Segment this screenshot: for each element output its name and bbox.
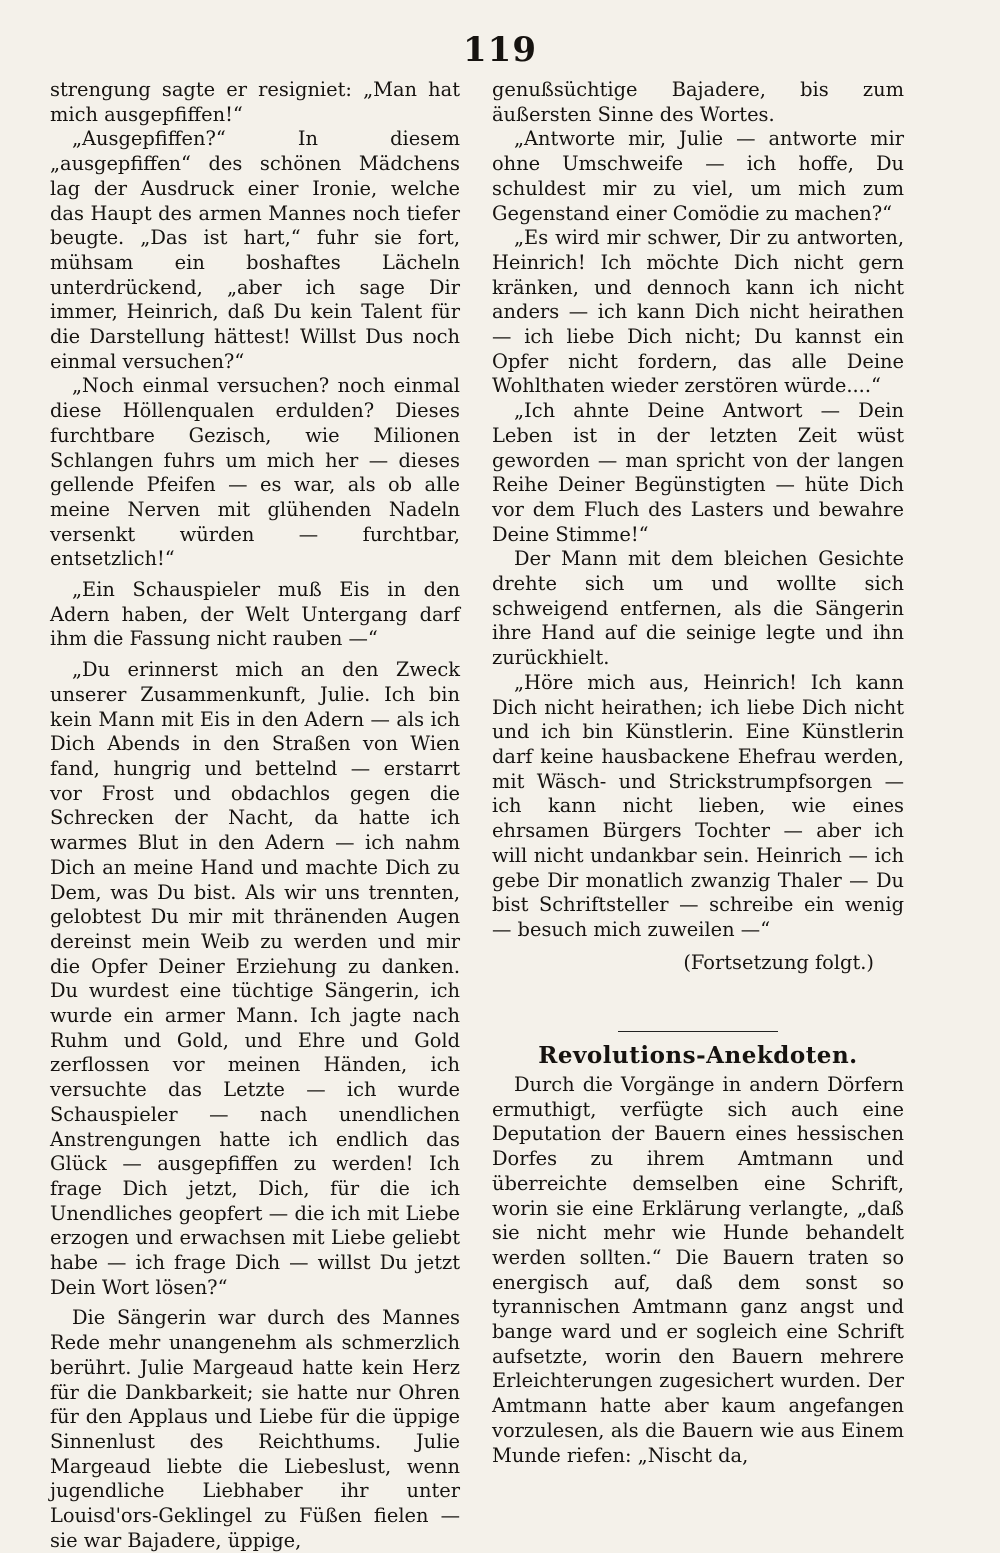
paragraph: „Ich ahnte Deine Antwort — Dein Leben ist in der letzten Zeit wüst geworden — man spricht von der langen Reihe Deiner Begünstigten — hüte Dich vor dem Fluch des Lasters und bewahre Deine Stimme!“ bbox=[492, 399, 904, 546]
paragraph: „Ausgepfiffen?“ In diesem „ausgepfiffen“ des schönen Mädchens lag der Ausdruck einer Ironie, welche das Haupt des armen Mannes noch tiefer beugte. „Das ist hart,“ fuhr sie fort, mühsam ein boshaftes Lächeln unterdrückend, „aber ich sage Dir immer, Heinrich, daß Du kein Talent für die Darstellung hättest! Willst Dus noch einmal versuchen?“ bbox=[50, 127, 460, 373]
paragraph: „Höre mich aus, Heinrich! Ich kann Dich nicht heirathen; ich liebe Dich nicht und ich bin Künstlerin. Eine Künstlerin darf keine hausbackene Ehefrau werden, mit Wäsch- und Strickstrumpfsorgen — ich kann nicht lieben, wie eines ehrsamen Bürgers Tochter — aber ich will nicht undankbar sein. Heinrich — ich gebe Dir monatlich zwanzig Thaler — Du bist Schriftsteller — schreibe ein wenig — besuch mich zuweilen —“ bbox=[492, 670, 904, 941]
paragraph: Durch die Vorgänge in andern Dörfern ermuthigt, verfügte sich auch eine Deputation der Bauern eines hessischen Dorfes zu ihrem Amtmann und überreichte demselben eine Schrift, worin sie eine Erklärung verlangte, „daß sie nicht mehr wie Hunde behandelt werden sollten.“ Die Bauern traten so energisch auf, daß dem sonst so tyrannischen Amtmann ganz angst und bange ward und er sogleich eine Schrift aufsetzte, worin den Bauern mehrere Erleichterungen zugesichert wurden. Der Amtmann hatte aber kaum angefangen vorzulesen, als die Bauern wie aus Einem Munde riefen: „Nischt da, bbox=[492, 1073, 904, 1467]
section-divider bbox=[618, 1031, 778, 1032]
paragraph: „Ein Schauspieler muß Eis in den Adern haben, der Welt Untergang darf ihm die Fassung nicht rauben —“ bbox=[50, 578, 460, 651]
right-column bbox=[492, 78, 904, 1468]
paragraph: Die Sängerin war durch des Mannes Rede mehr unangenehm als schmerzlich berührt. Julie Margeaud hatte kein Herz für die Dankbarkeit; sie hatte nur Ohren für den Applaus und Liebe für die üppige Sinnenlust des Reichthums. Julie Margeaud liebte die Liebeslust, wenn jugendliche Liebhaber ihr unter Louisd'ors-Geklingel zu Füßen fielen — sie war Bajadere, üppige, bbox=[50, 1306, 460, 1552]
page-number: 119 bbox=[463, 30, 537, 70]
paragraph: „Es wird mir schwer, Dir zu antworten, Heinrich! Ich möchte Dich nicht gern kränken, und dennoch kann ich nicht anders — ich kann Dich nicht heirathen — ich liebe Dich nicht; Du kannst ein Opfer nicht fordern, das alle Deine Wohlthaten wieder zerstören würde....“ bbox=[492, 226, 904, 398]
paragraph: „Antworte mir, Julie — antworte mir ohne Umschweife — ich hoffe, Du schuldest mir zu viel, um mich zum Gegenstand einer Comödie zu machen?“ bbox=[492, 127, 904, 225]
paragraph: „Du erinnerst mich an den Zweck unserer Zusammenkunft, Julie. Ich bin kein Mann mit Eis in den Adern — als ich Dich Abends in den Straßen von Wien fand, hungrig und bettelnd — erstarrt vor Frost und obdachlos gegen die Schrecken der Nacht, da hatte ich warmes Blut in den Adern — ich nahm Dich an meine Hand und machte Dich zu Dem, was Du bist. Als wir uns trennten, gelobtest Du mir mit thränenden Augen dereinst mein Weib zu werden und mir die Opfer Deiner Erziehung zu danken. Du wurdest eine tüchtige Sängerin, ich wurde ein armer Mann. Ich jagte nach Ruhm und Gold, und Ehre und Gold zerflossen vor meinen Händen, ich versuchte das Letzte — ich wurde Schauspieler — nach unendlichen Anstrengungen hatte ich endlich das Glück — ausgepfiffen zu werden! Ich frage Dich jetzt, Dich, für die ich Unendliches geopfert — die ich mit Liebe erzogen und erwachsen mit Liebe geliebt habe — ich frage Dich — willst Du jetzt Dein Wort lösen?“ bbox=[50, 658, 460, 1299]
paragraph: „Noch einmal versuchen? noch einmal diese Höllenqualen erdulden? Dieses furchtbare Gezisch, wie Milionen Schlangen fuhrs um mich her — dieses gellende Pfeifen — es war, als ob alle meine Nerven mit glühenden Nadeln versenkt würden — furchtbar, entsetzlich!“ bbox=[50, 374, 460, 571]
continuation-note: (Fortsetzung folgt.) bbox=[683, 950, 874, 974]
paragraph: strengung sagte er resigniet: „Man hat mich ausgepfiffen!“ bbox=[50, 78, 460, 126]
paragraph: Der Mann mit dem bleichen Gesichte drehte sich um und wollte sich schweigend entfernen, als die Sängerin ihre Hand auf die seinige legte und ihn zurückhielt. bbox=[492, 547, 904, 670]
paragraph: genußsüchtige Bajadere, bis zum äußersten Sinne des Wortes. bbox=[492, 78, 904, 126]
left-column bbox=[50, 78, 460, 1553]
section-heading: Revolutions-Anekdoten. bbox=[538, 1042, 858, 1070]
